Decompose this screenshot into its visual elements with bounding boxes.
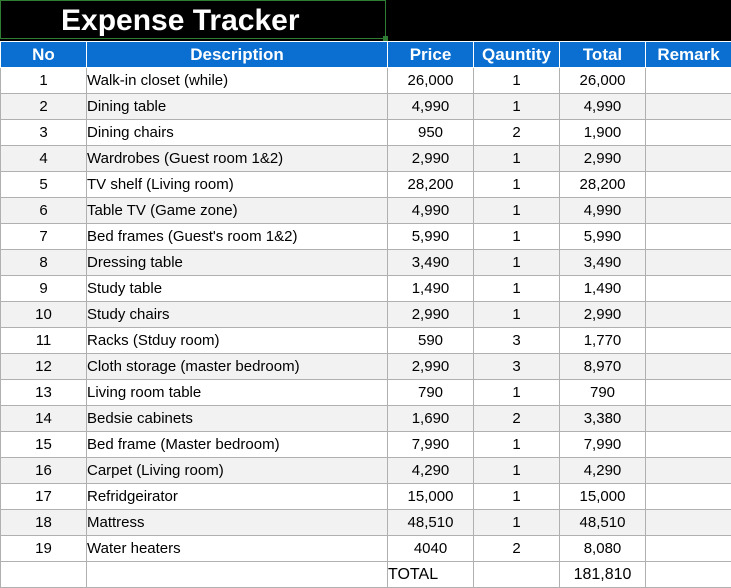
- cell-total[interactable]: 26,000: [560, 68, 646, 94]
- table-body: [1, 68, 731, 562]
- cell-quantity[interactable]: 3: [474, 328, 560, 354]
- table-row: [1, 68, 731, 94]
- table-row: [1, 484, 731, 510]
- cell-total[interactable]: 3,490: [560, 250, 646, 276]
- cell-description[interactable]: Water heaters: [87, 536, 388, 562]
- cell-quantity[interactable]: 1: [474, 68, 560, 94]
- cell-total[interactable]: 8,080: [560, 536, 646, 562]
- cell-remark[interactable]: [646, 484, 731, 510]
- cell-total[interactable]: 48,510: [560, 510, 646, 536]
- cell-quantity[interactable]: 1: [474, 250, 560, 276]
- header-price[interactable]: Price: [388, 42, 474, 68]
- cell-price[interactable]: 4,990: [388, 94, 474, 120]
- cell-price[interactable]: 26,000: [388, 68, 474, 94]
- cell-description[interactable]: Dressing table: [87, 250, 388, 276]
- cell-remark[interactable]: [646, 172, 731, 198]
- cell-price[interactable]: 2,990: [388, 302, 474, 328]
- table-row: [1, 172, 731, 198]
- sheet-title: Expense Tracker: [61, 4, 300, 37]
- cell-no[interactable]: 7: [1, 224, 87, 250]
- cell-quantity[interactable]: 1: [474, 484, 560, 510]
- header-quantity[interactable]: Qauntity: [474, 42, 560, 68]
- total-blank-cell[interactable]: [646, 562, 731, 588]
- cell-price[interactable]: 28,200: [388, 172, 474, 198]
- cell-no[interactable]: 12: [1, 354, 87, 380]
- cell-remark[interactable]: [646, 302, 731, 328]
- cell-description[interactable]: Refridgeirator: [87, 484, 388, 510]
- header-no[interactable]: No: [1, 42, 87, 68]
- cell-no[interactable]: 13: [1, 380, 87, 406]
- cell-no[interactable]: 1: [1, 68, 87, 94]
- total-blank-cell[interactable]: [474, 562, 560, 588]
- cell-no[interactable]: 8: [1, 250, 87, 276]
- cell-price[interactable]: 4,990: [388, 198, 474, 224]
- table-row: [1, 458, 731, 484]
- cell-no[interactable]: 4: [1, 146, 87, 172]
- cell-description[interactable]: Bed frames (Guest's room 1&2): [87, 224, 388, 250]
- cell-price[interactable]: 950: [388, 120, 474, 146]
- cell-price[interactable]: 3,490: [388, 250, 474, 276]
- cell-no[interactable]: 16: [1, 458, 87, 484]
- cell-price[interactable]: 2,990: [388, 146, 474, 172]
- cell-remark[interactable]: [646, 406, 731, 432]
- total-row: [1, 562, 731, 588]
- cell-price[interactable]: 4040: [388, 536, 474, 562]
- cell-remark[interactable]: [646, 510, 731, 536]
- cell-description[interactable]: Table TV (Game zone): [87, 198, 388, 224]
- table-row: [1, 198, 731, 224]
- cell-description[interactable]: Carpet (Living room): [87, 458, 388, 484]
- cell-no[interactable]: 19: [1, 536, 87, 562]
- cell-quantity[interactable]: 2: [474, 406, 560, 432]
- cell-total[interactable]: 1,770: [560, 328, 646, 354]
- cell-price[interactable]: 48,510: [388, 510, 474, 536]
- cell-no[interactable]: 2: [1, 94, 87, 120]
- cell-total[interactable]: 2,990: [560, 302, 646, 328]
- cell-remark[interactable]: [646, 354, 731, 380]
- cell-total[interactable]: 4,290: [560, 458, 646, 484]
- table-row: [1, 276, 731, 302]
- cell-remark[interactable]: [646, 198, 731, 224]
- cell-description[interactable]: Dining chairs: [87, 120, 388, 146]
- header-row: [1, 42, 731, 68]
- cell-remark[interactable]: [646, 380, 731, 406]
- table-row: [1, 354, 731, 380]
- cell-no[interactable]: 9: [1, 276, 87, 302]
- cell-quantity[interactable]: 1: [474, 458, 560, 484]
- cell-price[interactable]: 4,290: [388, 458, 474, 484]
- cell-description[interactable]: Dining table: [87, 94, 388, 120]
- table-row: [1, 380, 731, 406]
- cell-description[interactable]: Walk-in closet (while): [87, 68, 388, 94]
- cell-total[interactable]: 2,990: [560, 146, 646, 172]
- table-row: [1, 406, 731, 432]
- cell-total[interactable]: 4,990: [560, 94, 646, 120]
- cell-price[interactable]: 15,000: [388, 484, 474, 510]
- cell-price[interactable]: 790: [388, 380, 474, 406]
- cell-total[interactable]: 1,490: [560, 276, 646, 302]
- cell-total[interactable]: 7,990: [560, 432, 646, 458]
- cell-quantity[interactable]: 3: [474, 354, 560, 380]
- cell-total[interactable]: 28,200: [560, 172, 646, 198]
- cell-quantity[interactable]: 1: [474, 380, 560, 406]
- cell-total[interactable]: 5,990: [560, 224, 646, 250]
- cell-price[interactable]: 1,490: [388, 276, 474, 302]
- cell-description[interactable]: Bedsie cabinets: [87, 406, 388, 432]
- cell-total[interactable]: 4,990: [560, 198, 646, 224]
- table-row: [1, 146, 731, 172]
- cell-remark[interactable]: [646, 224, 731, 250]
- cell-no[interactable]: 14: [1, 406, 87, 432]
- header-description[interactable]: Description: [87, 42, 388, 68]
- cell-description[interactable]: Wardrobes (Guest room 1&2): [87, 146, 388, 172]
- cell-description[interactable]: Cloth storage (master bedroom): [87, 354, 388, 380]
- table-row: [1, 94, 731, 120]
- total-blank-cell[interactable]: [1, 562, 87, 588]
- cell-no[interactable]: 10: [1, 302, 87, 328]
- table-row: [1, 432, 731, 458]
- cell-description[interactable]: TV shelf (Living room): [87, 172, 388, 198]
- cell-remark[interactable]: [646, 328, 731, 354]
- cell-remark[interactable]: [646, 458, 731, 484]
- cell-description[interactable]: Living room table: [87, 380, 388, 406]
- cell-quantity[interactable]: 1: [474, 432, 560, 458]
- cell-quantity[interactable]: 1: [474, 302, 560, 328]
- cell-quantity[interactable]: 1: [474, 224, 560, 250]
- expense-table: [0, 41, 731, 588]
- cell-remark[interactable]: [646, 146, 731, 172]
- cell-description[interactable]: Study chairs: [87, 302, 388, 328]
- total-label[interactable]: TOTAL: [388, 562, 474, 588]
- cell-remark[interactable]: [646, 276, 731, 302]
- cell-total[interactable]: 8,970: [560, 354, 646, 380]
- header-total[interactable]: Total: [560, 42, 646, 68]
- cell-description[interactable]: Mattress: [87, 510, 388, 536]
- cell-remark[interactable]: [646, 250, 731, 276]
- cell-description[interactable]: Bed frame (Master bedroom): [87, 432, 388, 458]
- table-row: [1, 328, 731, 354]
- cell-no[interactable]: 11: [1, 328, 87, 354]
- cell-price[interactable]: 2,990: [388, 354, 474, 380]
- title-cell[interactable]: [0, 0, 386, 39]
- cell-remark[interactable]: [646, 432, 731, 458]
- cell-total[interactable]: 1,900: [560, 120, 646, 146]
- cell-remark[interactable]: [646, 120, 731, 146]
- table-row: [1, 536, 731, 562]
- cell-description[interactable]: Study table: [87, 276, 388, 302]
- total-blank-cell[interactable]: [87, 562, 388, 588]
- cell-remark[interactable]: [646, 94, 731, 120]
- header-remark[interactable]: Remark: [646, 42, 731, 68]
- cell-no[interactable]: 15: [1, 432, 87, 458]
- cell-quantity[interactable]: 2: [474, 120, 560, 146]
- cell-no[interactable]: 5: [1, 172, 87, 198]
- cell-quantity[interactable]: 1: [474, 510, 560, 536]
- cell-quantity[interactable]: 1: [474, 146, 560, 172]
- grand-total[interactable]: 181,810: [560, 562, 646, 588]
- cell-price[interactable]: 7,990: [388, 432, 474, 458]
- cell-no[interactable]: 17: [1, 484, 87, 510]
- cell-price[interactable]: 5,990: [388, 224, 474, 250]
- cell-total[interactable]: 15,000: [560, 484, 646, 510]
- cell-price[interactable]: 590: [388, 328, 474, 354]
- cell-quantity[interactable]: 1: [474, 276, 560, 302]
- cell-quantity[interactable]: 2: [474, 536, 560, 562]
- cell-no[interactable]: 6: [1, 198, 87, 224]
- cell-quantity[interactable]: 1: [474, 198, 560, 224]
- cell-no[interactable]: 18: [1, 510, 87, 536]
- table-row: [1, 250, 731, 276]
- cell-total[interactable]: 790: [560, 380, 646, 406]
- cell-description[interactable]: Racks (Stduy room): [87, 328, 388, 354]
- cell-remark[interactable]: [646, 536, 731, 562]
- table-row: [1, 302, 731, 328]
- cell-remark[interactable]: [646, 68, 731, 94]
- cell-quantity[interactable]: 1: [474, 172, 560, 198]
- cell-no[interactable]: 3: [1, 120, 87, 146]
- table-row: [1, 120, 731, 146]
- table-row: [1, 510, 731, 536]
- cell-quantity[interactable]: 1: [474, 94, 560, 120]
- cell-total[interactable]: 3,380: [560, 406, 646, 432]
- cell-price[interactable]: 1,690: [388, 406, 474, 432]
- table-row: [1, 224, 731, 250]
